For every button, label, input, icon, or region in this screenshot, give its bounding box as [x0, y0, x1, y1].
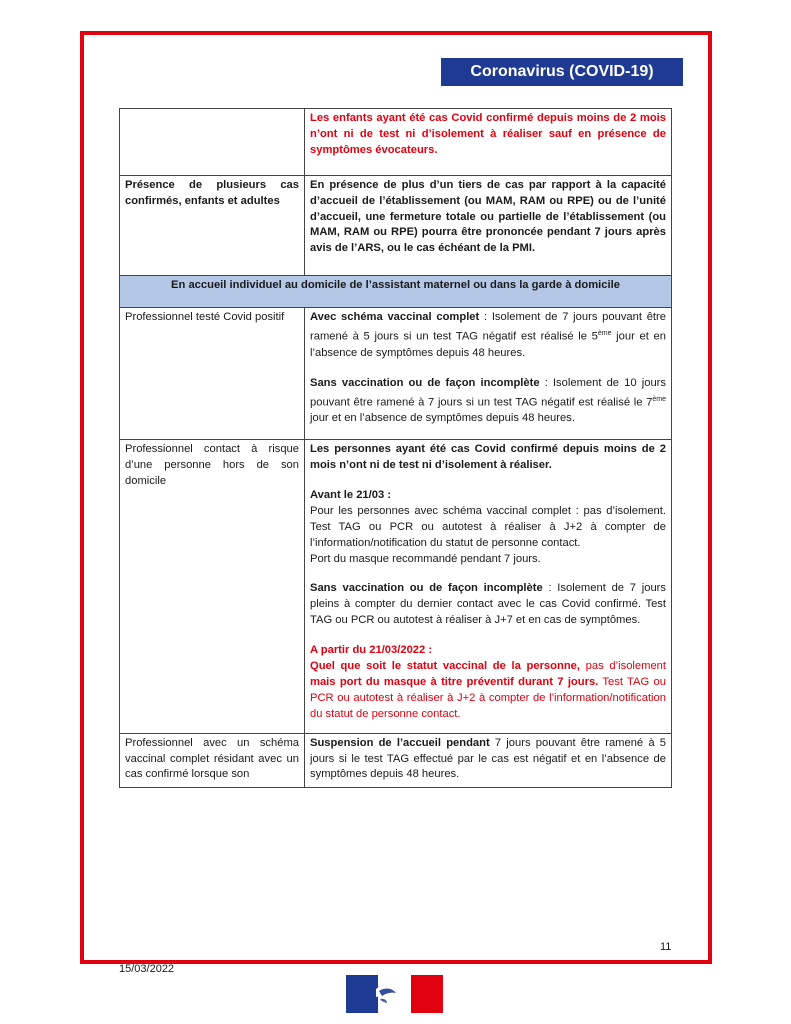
superscript: ème: [597, 330, 612, 338]
table-row: [120, 308, 672, 440]
table-row: [120, 175, 672, 276]
measure-paragraph: [310, 310, 666, 361]
section-header: [120, 276, 672, 308]
text: jour et en l’absence de symptômes depuis 48 heures.: [310, 330, 666, 359]
bold-text: Quel que soit le statut vaccinal de la personne,: [310, 660, 580, 673]
measure-text: En présence de plus d’un tiers de cas par rapport à la capacité d’accueil de l’établissement (ou MAM, RAM ou RPE) ou de l’unité d’accueil, une fermeture totale ou partielle de l’établissement (ou MAM, RAM ou RPE) pourra être prononcée pendant 7 jours après avis de l’ARS, ou le cas échéant de la PMI.: [310, 178, 666, 255]
row-label: [120, 308, 305, 440]
measure-paragraph: Les personnes ayant été cas Covid confirmé depuis moins de 2 mois n’ont ni de test ni d’isolement à réaliser.: [310, 443, 666, 471]
section-header-row: [120, 276, 672, 308]
measure-text: Les enfants ayant été cas Covid confirmé depuis moins de 2 mois n’ont ni de test ni d’isolement à réaliser sauf en présence de symptômes évocateurs.: [310, 112, 666, 156]
table-row: [120, 109, 672, 176]
page-number: 11: [660, 941, 672, 953]
measure-paragraph: [310, 659, 666, 723]
measure-paragraph: Port du masque recommandé pendant 7 jours.: [310, 552, 541, 565]
row-label: [120, 109, 305, 176]
measure-paragraph: [310, 376, 666, 427]
row-label: [120, 440, 305, 734]
subheading: Avant le 21/03 :: [310, 488, 392, 501]
bold-text: mais port du masque à titre préventif durant 7 jours.: [310, 675, 599, 688]
text: pas d’isolement: [579, 660, 666, 673]
row-measure: [305, 109, 672, 176]
document-date: 15/03/2022: [119, 963, 175, 975]
bold-text: Suspension de l’accueil pendant: [310, 736, 490, 749]
row-measure: [305, 308, 672, 440]
bold-text: Sans vaccination ou de façon incomplète: [310, 376, 540, 389]
table-row: [120, 733, 672, 788]
measure-paragraph: [310, 581, 666, 629]
row-label: [120, 733, 305, 788]
row-label: [120, 175, 305, 276]
text: : Isolement de 10 jours pouvant être ramené à 7 jours si un test TAG négatif est réalisé le 7: [310, 376, 666, 409]
label-text: Professionnel contact à risque d’une personne hors de son domicile: [125, 443, 299, 487]
text: Test TAG ou PCR ou autotest à réaliser à J+2 à compter de l’information/notification du statut de personne contact.: [310, 675, 666, 720]
subheading: A partir du 21/03/2022 :: [310, 644, 433, 657]
bold-text: Avec schéma vaccinal complet: [310, 311, 480, 324]
header-title: Coronavirus (COVID-19): [470, 63, 654, 80]
table-row: [120, 440, 672, 734]
header-banner: [441, 58, 683, 86]
text: : Isolement de 7 jours pleins à compter du dernier contact avec le cas Covid confirmé. Test TAG ou PCR ou autotest à réaliser à J+7 et en cas de symptômes.: [310, 582, 666, 627]
measures-table: [119, 108, 672, 788]
label-text: Professionnel testé Covid positif: [125, 311, 285, 324]
text: jour et en l’absence de symptômes depuis 48 heures.: [310, 412, 575, 425]
section-title: En accueil individuel au domicile de l’assistant maternel ou dans la garde à domicile: [171, 279, 620, 292]
row-measure: [305, 733, 672, 788]
superscript: ème: [652, 395, 666, 403]
row-measure: [305, 440, 672, 734]
measure-paragraph: Pour les personnes avec schéma vaccinal complet : pas d’isolement. Test TAG ou PCR ou autotest à réaliser à J+2 à compter de l’information/notification du statut de personne contact.: [310, 504, 666, 549]
text: : Isolement de 7 jours pouvant être ramené à 5 jours si un test TAG négatif est réalisé le 5: [310, 311, 666, 343]
marianne-logo: [346, 975, 443, 1013]
label-text: Professionnel avec un schéma vaccinal complet résidant avec un cas confirmé lorsque son: [125, 736, 299, 781]
row-measure: [305, 175, 672, 276]
bold-text: Sans vaccination ou de façon incomplète: [310, 582, 543, 595]
label-text: Présence de plusieurs cas confirmés, enfants et adultes: [125, 178, 299, 207]
text: 7 jours pouvant être ramené à 5 jours si le test TAG effectué par le cas est négatif et en l’absence de symptômes depuis 48 heures.: [310, 736, 666, 781]
